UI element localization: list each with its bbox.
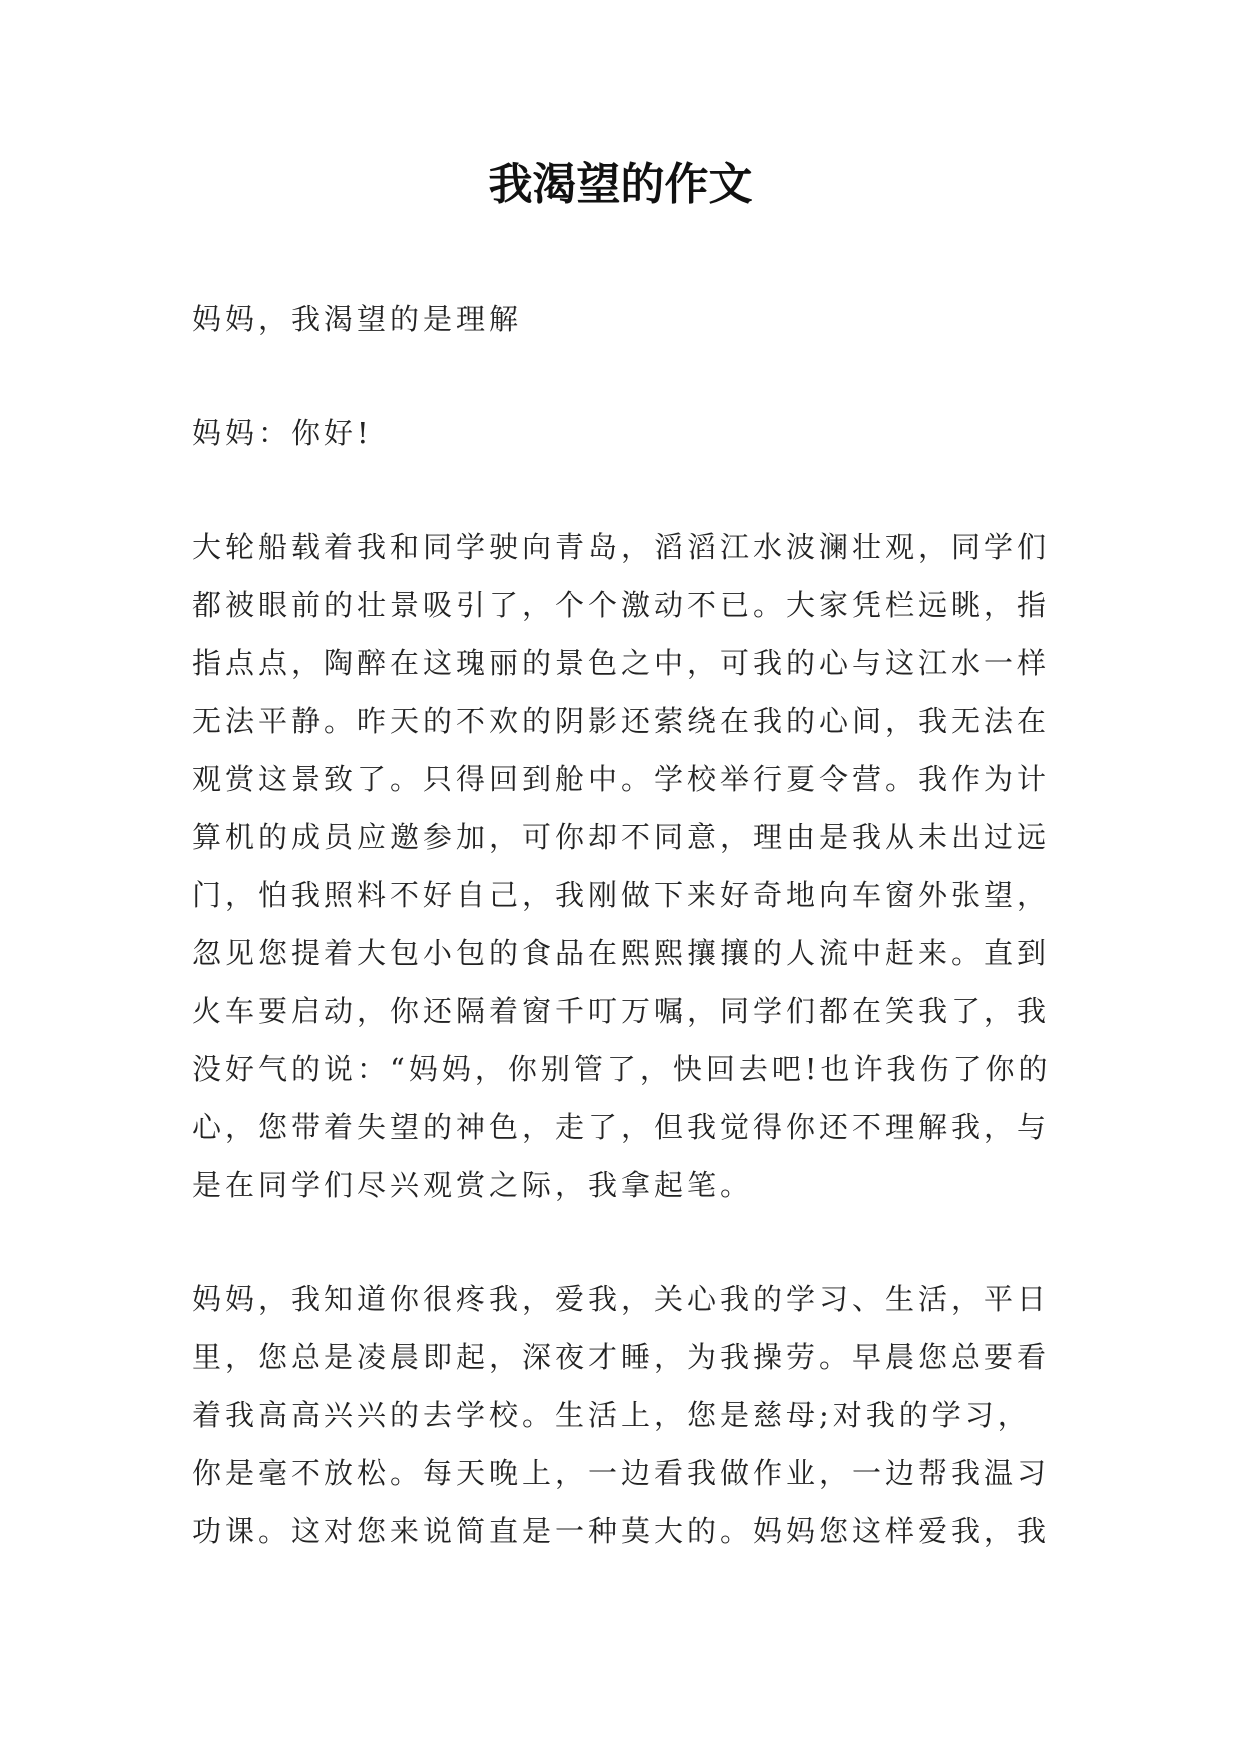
text-line: 心，您带着失望的神色，走了，但我觉得你还不理解我，与	[192, 1110, 1051, 1144]
text-line: 火车要启动，你还隔着窗千叮万嘱，同学们都在笑我了，我	[192, 994, 1051, 1028]
document-title: 我渴望的作文	[488, 159, 753, 210]
text-line: 着我高高兴兴的去学校。生活上，您是慈母;对我的学习，	[192, 1398, 1031, 1432]
paragraph-reflection	[192, 1270, 1062, 1560]
document-body	[192, 290, 1062, 1560]
paragraph-heading	[192, 290, 1062, 348]
text-line: 指点点，陶醉在这瑰丽的景色之中，可我的心与这江水一样	[192, 646, 1051, 680]
text-line: 观赏这景致了。只得回到舱中。学校举行夏令营。我作为计	[192, 762, 1051, 796]
text-line: 算机的成员应邀参加，可你却不同意，理由是我从未出过远	[192, 820, 1051, 854]
text-line: 妈妈，我知道你很疼我，爱我，关心我的学习、生活，平日	[192, 1282, 1051, 1316]
text-line: 你是毫不放松。每天晚上，一边看我做作业，一边帮我温习	[192, 1456, 1051, 1490]
text-line: 妈妈，我渴望的是理解	[192, 302, 523, 336]
text-line: 功课。这对您来说简直是一种莫大的。妈妈您这样爱我，我	[192, 1514, 1051, 1548]
paragraph-greeting	[192, 404, 1062, 462]
text-line: 是在同学们尽兴观赏之际，我拿起笔。	[192, 1168, 754, 1202]
text-line: 忽见您提着大包小包的食品在熙熙攘攘的人流中赶来。直到	[192, 936, 1051, 970]
text-line: 没好气的说：“妈妈，你别管了，快回去吧!也许我伤了你的	[192, 1052, 1052, 1086]
text-line: 里，您总是凌晨即起，深夜才睡，为我操劳。早晨您总要看	[192, 1340, 1051, 1374]
text-line: 大轮船载着我和同学驶向青岛，滔滔江水波澜壮观，同学们	[192, 530, 1051, 564]
text-line: 无法平静。昨天的不欢的阴影还萦绕在我的心间，我无法在	[192, 704, 1051, 738]
paragraph-story	[192, 518, 1062, 1214]
text-line: 妈妈：你好!	[192, 416, 373, 450]
text-line: 门，怕我照料不好自己，我刚做下来好奇地向车窗外张望，	[192, 878, 1051, 912]
text-line: 都被眼前的壮景吸引了，个个激动不已。大家凭栏远眺，指	[192, 588, 1051, 622]
